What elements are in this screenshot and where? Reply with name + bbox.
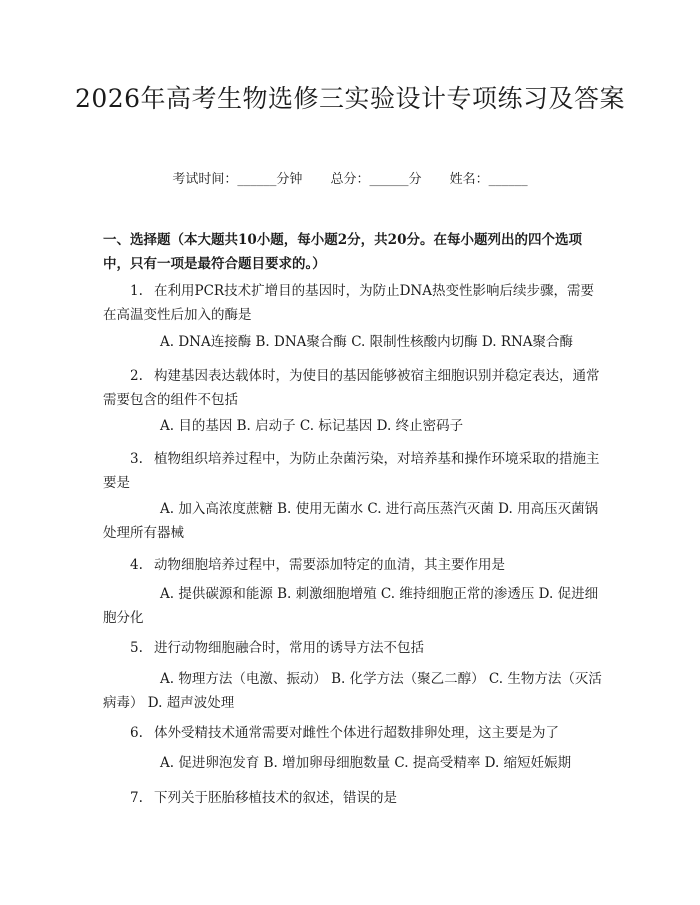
question-3-options: A. 加入高浓度蔗糖 B. 使用无菌水 C. 进行高压蒸汽灭菌 D. 用高压灭菌锅处理所有器械 (103, 501, 599, 541)
total-score-field: 总分：______分 (330, 172, 422, 187)
question-5-options: A. 物理方法（电激、振动） B. 化学方法（聚乙二醇） C. 生物方法（灭活病毒） D. 超声波处理 (103, 671, 602, 711)
question-number: 1. (130, 283, 143, 299)
name-field: 姓名：______ (449, 172, 528, 187)
question-number: 5. (130, 640, 143, 656)
question-1-options: A. DNA连接酶 B. DNA聚合酶 C. 限制性核酸内切酶 D. RNA聚合酶 (160, 334, 574, 350)
question-text: 进行动物细胞融合时，常用的诱导方法不包括 (154, 640, 424, 656)
question-5 (103, 636, 603, 660)
question-number: 7. (130, 790, 143, 806)
exam-time-field: 考试时间：______分钟 (172, 172, 303, 187)
question-number: 3. (130, 451, 143, 467)
question-text: 下列关于胚胎移植技术的叙述，错误的是 (154, 790, 397, 806)
question-number: 4. (130, 557, 143, 573)
question-6-options: A. 促进卵泡发育 B. 增加卵母细胞数量 C. 提高受精率 D. 缩短妊娠期 (160, 755, 572, 771)
question-text: 体外受精技术通常需要对雌性个体进行超数排卵处理，这主要是为了 (154, 725, 559, 741)
question-text: 在利用PCR技术扩增目的基因时，为防止DNA热变性影响后续步骤，需要在高温变性后加入的酶是 (103, 283, 594, 323)
section-heading: 一、选择题（本大题共10小题，每小题2分，共20分。在每小题列出的四个选项中，只有一项是最符合题目要求的。） (103, 232, 582, 272)
question-7 (103, 786, 603, 810)
question-4-options: A. 提供碳源和能源 B. 刺激细胞增殖 C. 维持细胞正常的渗透压 D. 促进细胞分化 (103, 586, 599, 626)
question-number: 6. (130, 725, 143, 741)
question-2 (103, 364, 603, 412)
question-number: 2. (130, 368, 143, 384)
question-text: 构建基因表达载体时，为使目的基因能够被宿主细胞识别并稳定表达，通常需要包含的组件不包括 (103, 368, 600, 408)
question-6 (103, 721, 603, 745)
document-title: 2026年高考生物选修三实验设计专项练习及答案 (74, 84, 626, 113)
question-4 (103, 553, 603, 577)
question-3 (103, 447, 603, 495)
question-text: 动物细胞培养过程中，需要添加特定的血清，其主要作用是 (154, 557, 505, 573)
question-text: 植物组织培养过程中，为防止杂菌污染，对培养基和操作环境采取的措施主要是 (103, 451, 600, 491)
exam-info-line (0, 168, 700, 187)
question-2-options: A. 目的基因 B. 启动子 C. 标记基因 D. 终止密码子 (160, 418, 464, 434)
question-1 (103, 279, 603, 327)
